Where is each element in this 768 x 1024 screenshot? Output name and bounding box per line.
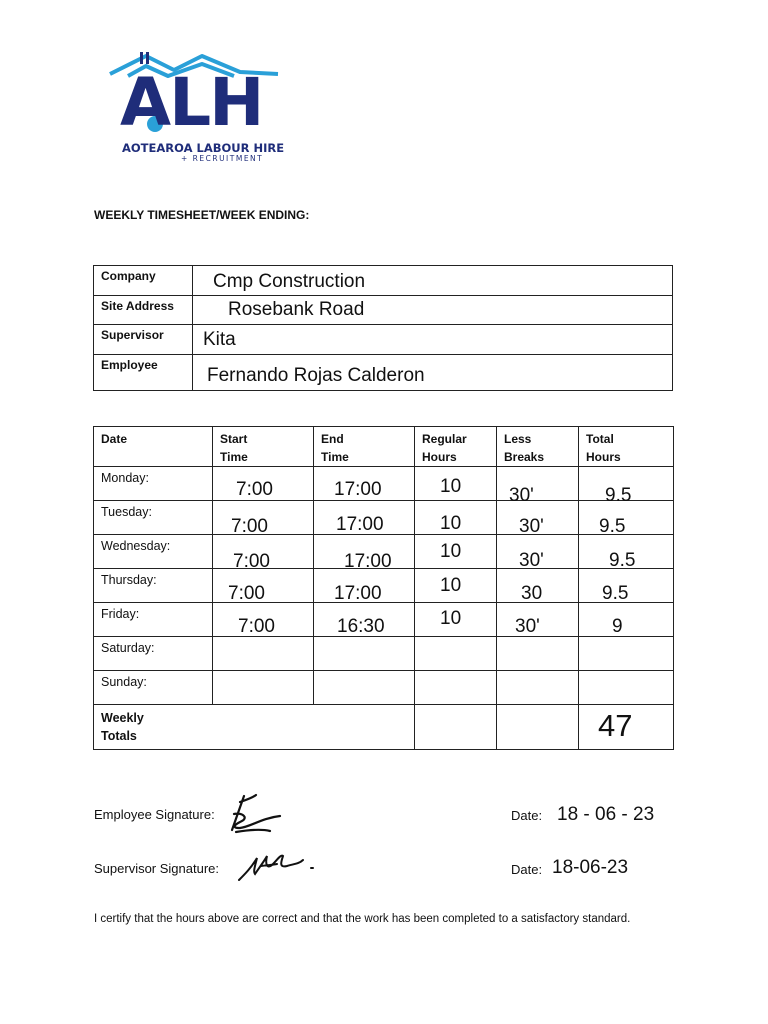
supervisor-value[interactable]: Kita (193, 325, 673, 355)
employee-date-value[interactable]: 18 - 06 - 23 (557, 804, 655, 825)
less-breaks-cell[interactable]: 30 (497, 569, 579, 603)
table-row (94, 671, 674, 705)
employee-signature-label: Employee Signature: (94, 807, 215, 822)
end-time-cell[interactable]: 16:30 (314, 603, 415, 637)
header-total-hours: Total Hours (579, 427, 674, 467)
total-hours-cell[interactable]: 9.5 (579, 501, 674, 535)
supervisor-date-label: Date: (511, 862, 543, 877)
hours-table (93, 426, 674, 750)
start-time-cell[interactable] (213, 671, 314, 705)
less-breaks-cell[interactable]: 30' (497, 467, 579, 501)
certification-statement: I certify that the hours above are correct and that the work has been completed to a satisfactory standard. (94, 913, 631, 925)
header-start-time: Start Time (213, 427, 314, 467)
day-sunday: Sunday: (94, 671, 213, 705)
less-breaks-cell[interactable] (497, 671, 579, 705)
regular-hours-cell[interactable]: 10 (415, 569, 497, 603)
start-time-cell[interactable]: 7:00 (213, 603, 314, 637)
employee-date-label: Date: (511, 808, 543, 823)
less-breaks-cell[interactable] (497, 637, 579, 671)
total-hours-cell[interactable] (579, 637, 674, 671)
table-row (94, 569, 674, 603)
end-time-cell[interactable] (314, 637, 415, 671)
total-hours-cell[interactable]: 9 (579, 603, 674, 637)
header-regular-hours: Regular Hours (415, 427, 497, 467)
week-ending-label: WEEKLY TIMESHEET/WEEK ENDING: (94, 208, 310, 222)
start-time-cell[interactable]: 7:00 (213, 501, 314, 535)
logo-company-name: AOTEAROA LABOUR HIRE (122, 141, 285, 155)
day-friday: Friday: (94, 603, 213, 637)
total-hours-cell[interactable]: 9.5 (579, 535, 674, 569)
start-time-cell[interactable]: 7:00 (213, 569, 314, 603)
header-date: Date (94, 427, 213, 467)
end-time-cell[interactable] (314, 671, 415, 705)
less-breaks-cell[interactable]: 30' (497, 501, 579, 535)
regular-hours-cell[interactable] (415, 637, 497, 671)
logo-letters: ALH (120, 64, 263, 141)
supervisor-signature-label: Supervisor Signature: (94, 861, 220, 876)
site-address-value[interactable]: Rosebank Road (193, 296, 673, 325)
regular-hours-cell[interactable]: 10 (415, 467, 497, 501)
table-row (94, 467, 674, 501)
day-wednesday: Wednesday: (94, 535, 213, 569)
less-breaks-cell[interactable]: 30' (497, 535, 579, 569)
less-breaks-total-cell[interactable] (497, 705, 579, 750)
less-breaks-cell[interactable]: 30' (497, 603, 579, 637)
logo-subtitle: + RECRUITMENT (181, 154, 264, 163)
regular-hours-cell[interactable]: 10 (415, 535, 497, 569)
weekly-totals-label: Weekly Totals (94, 705, 415, 750)
company-value[interactable]: Cmp Construction (193, 266, 673, 296)
total-hours-cell[interactable]: 9.5 (579, 569, 674, 603)
end-time-cell[interactable]: 17:00 (314, 467, 415, 501)
supervisor-date-value[interactable]: 18-06-23 (552, 857, 629, 878)
employee-value[interactable]: Fernando Rojas Calderon (193, 355, 673, 391)
hours-table-header (94, 427, 674, 467)
regular-hours-cell[interactable] (415, 671, 497, 705)
employee-info-table (93, 265, 673, 391)
end-time-cell[interactable]: 17:00 (314, 501, 415, 535)
end-time-cell[interactable]: 17:00 (314, 569, 415, 603)
total-hours-cell[interactable]: 9.5 (579, 467, 674, 501)
day-monday: Monday: (94, 467, 213, 501)
supervisor-signature[interactable] (237, 850, 317, 882)
day-tuesday: Tuesday: (94, 501, 213, 535)
employee-label: Employee (94, 355, 193, 391)
header-less-breaks: Less Breaks (497, 427, 579, 467)
header-end-time: End Time (314, 427, 415, 467)
weekly-totals-row (94, 705, 674, 750)
table-row (94, 637, 674, 671)
table-row (94, 603, 674, 637)
regular-hours-total-cell[interactable] (415, 705, 497, 750)
start-time-cell[interactable] (213, 637, 314, 671)
company-label: Company (94, 266, 193, 296)
site-address-label: Site Address (94, 296, 193, 325)
day-thursday: Thursday: (94, 569, 213, 603)
total-hours-cell[interactable] (579, 671, 674, 705)
regular-hours-cell[interactable]: 10 (415, 603, 497, 637)
end-time-cell[interactable]: 17:00 (314, 535, 415, 569)
start-time-cell[interactable]: 7:00 (213, 535, 314, 569)
start-time-cell[interactable]: 7:00 (213, 467, 314, 501)
employee-signature[interactable] (226, 792, 282, 834)
table-row (94, 535, 674, 569)
weekly-total-cell[interactable]: 47 (579, 705, 674, 750)
supervisor-label: Supervisor (94, 325, 193, 355)
regular-hours-cell[interactable]: 10 (415, 501, 497, 535)
day-saturday: Saturday: (94, 637, 213, 671)
table-row (94, 501, 674, 535)
